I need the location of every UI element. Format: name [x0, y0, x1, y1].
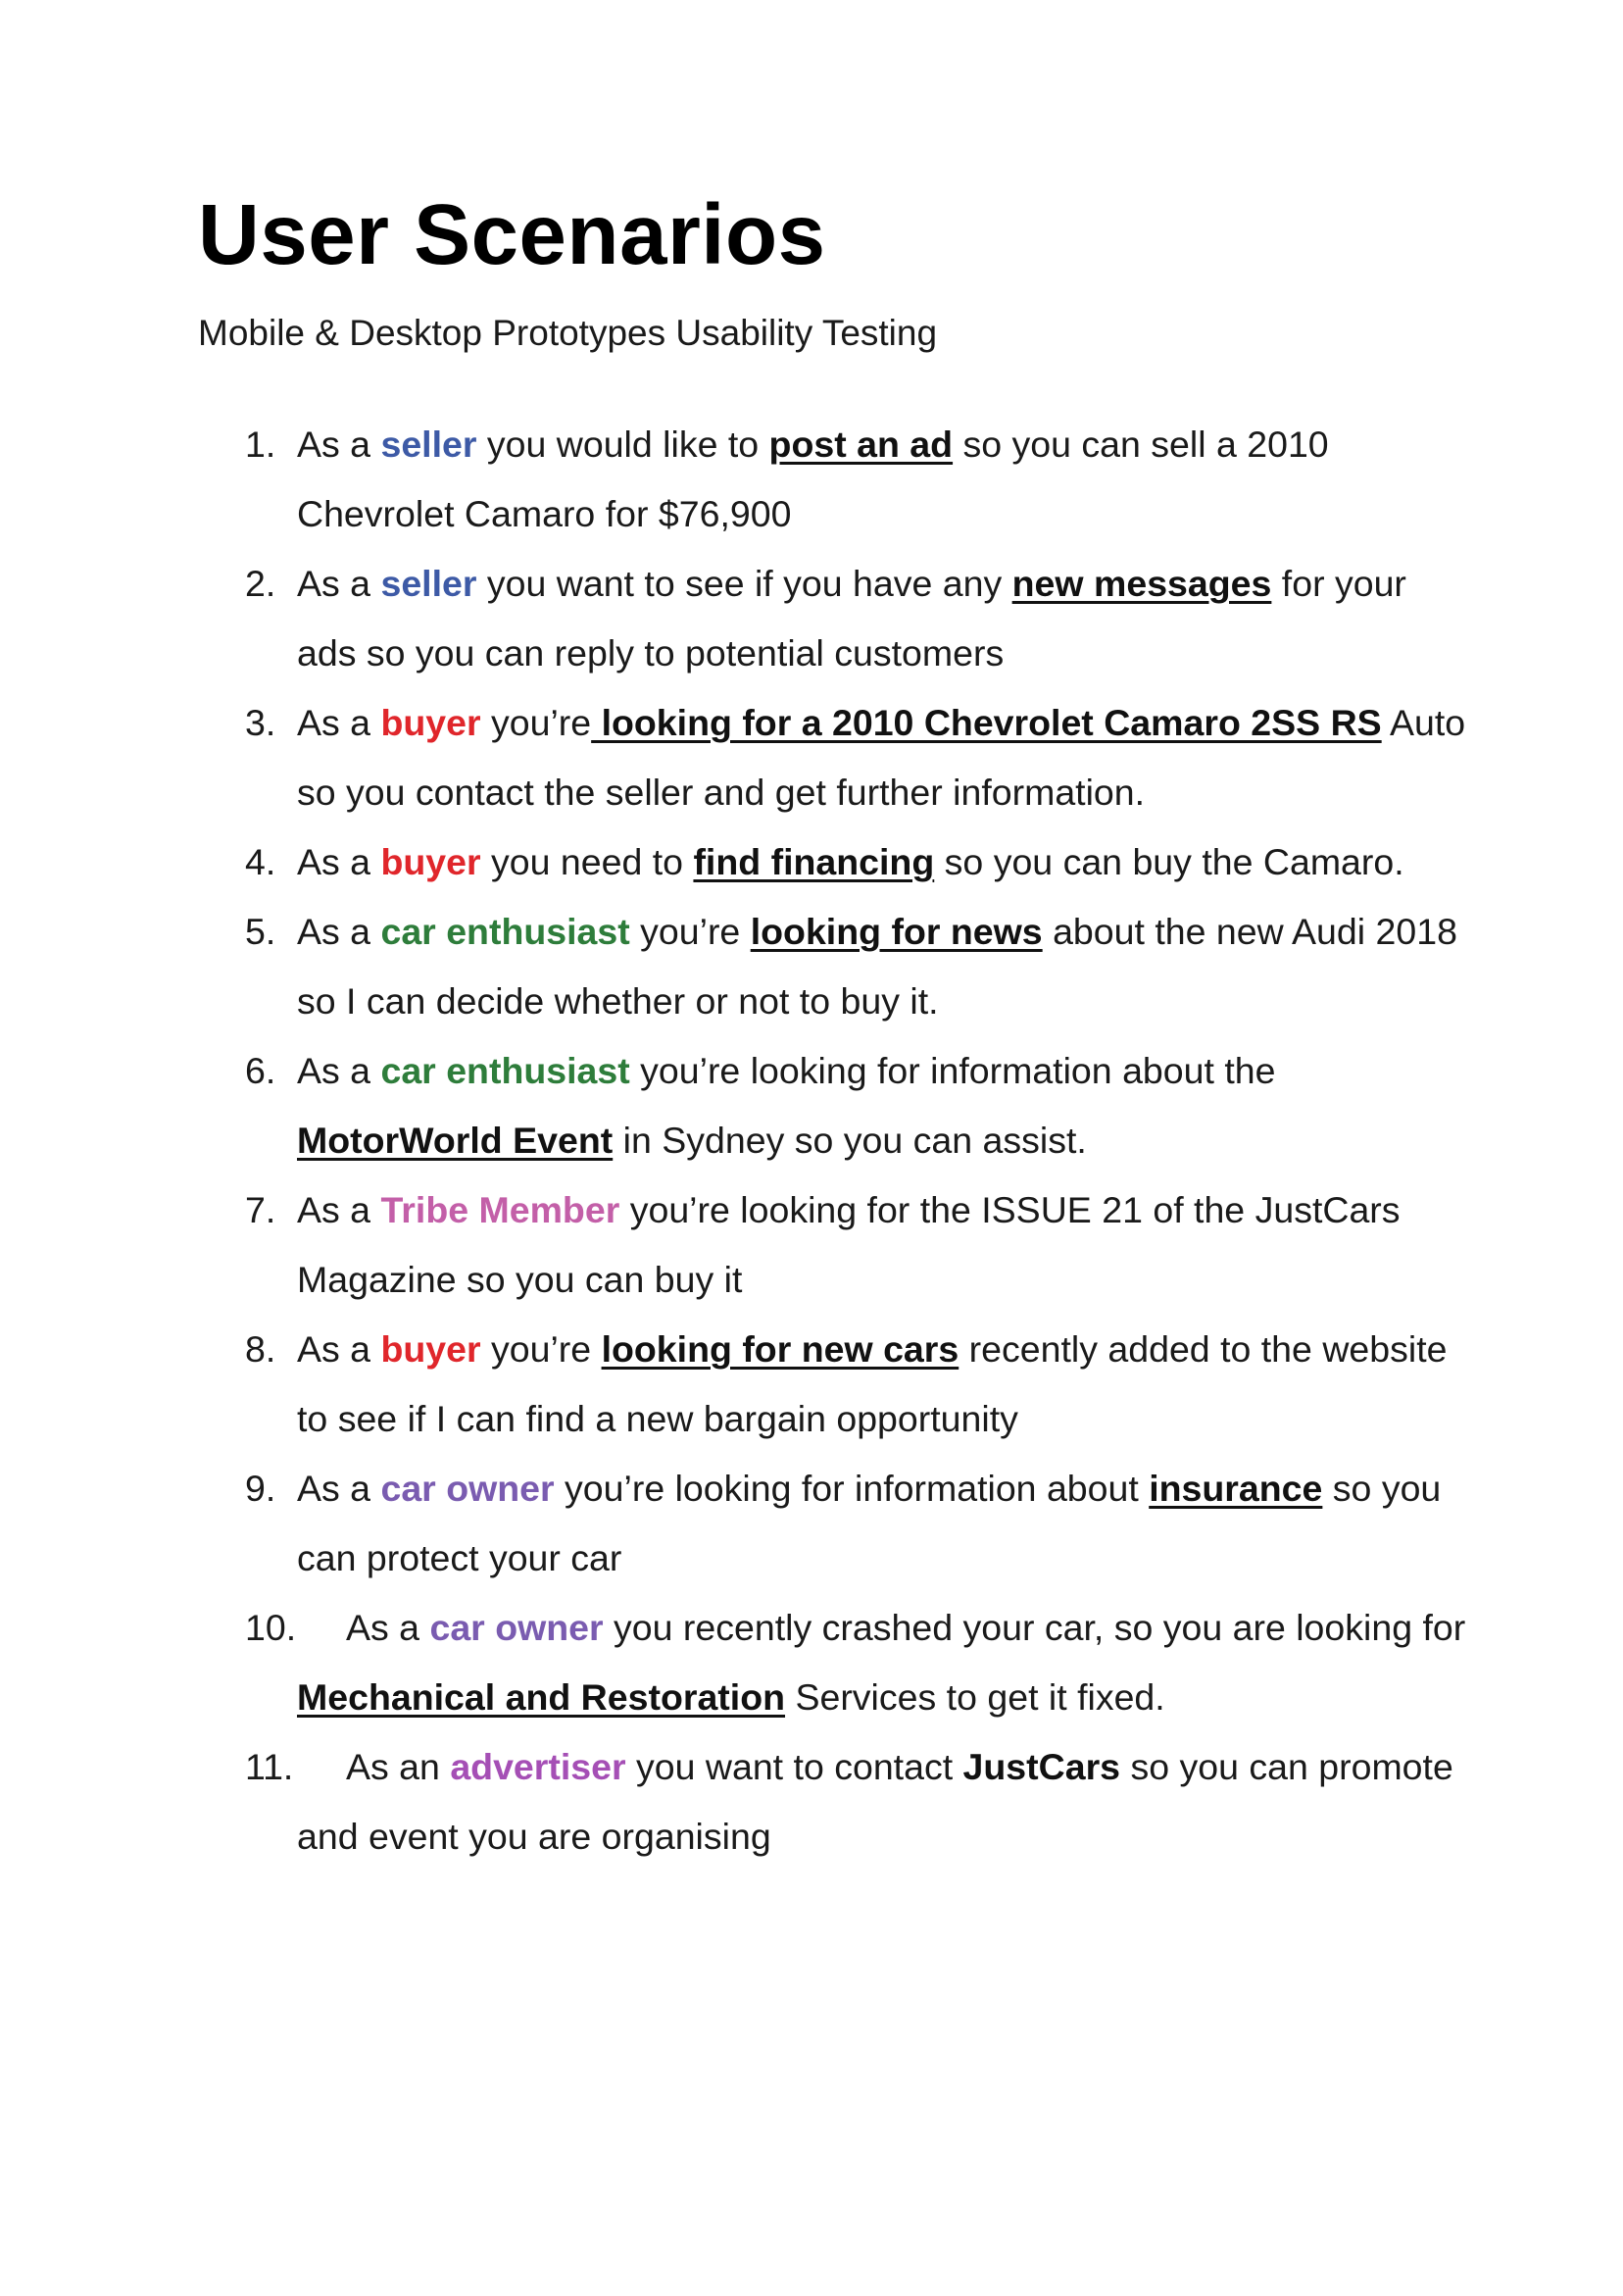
scenario-text: As a	[297, 841, 381, 882]
scenario-text: about the new Audi 2018 so I can decide whether or not to buy it.	[297, 911, 1457, 1022]
scenario-action: Mechanical and Restoration	[297, 1676, 786, 1718]
scenario-text: you would like to	[476, 424, 769, 465]
page-title: User Scenarios	[198, 187, 826, 282]
scenario-text: in Sydney so you can assist.	[613, 1120, 1087, 1161]
scenario-text: you need to	[480, 841, 694, 882]
scenario-text: you recently crashed your car, so you are looking for	[603, 1607, 1466, 1648]
scenario-text: As a	[297, 1050, 381, 1091]
scenario-text: Auto so you contact the seller and get further information.	[297, 702, 1466, 813]
scenario-text: As a	[297, 1189, 381, 1230]
scenario-action: looking for new cars	[601, 1328, 959, 1370]
scenario-text: you’re looking for the ISSUE 21 of the JustCars Magazine so you can buy it	[297, 1189, 1401, 1300]
scenario-number: 3.	[245, 702, 276, 743]
scenario-action: new messages	[1011, 563, 1272, 604]
scenario-text: so you can sell a 2010 Chevrolet Camaro for $76,900	[297, 424, 1329, 534]
scenario-text: you want to contact	[625, 1746, 963, 1787]
scenario-number: 1.	[245, 424, 276, 465]
scenario-action: looking for a 2010 Chevrolet Camaro 2SS RS	[591, 702, 1382, 743]
scenario-text: you’re looking for information about the	[629, 1050, 1276, 1091]
user-role: buyer	[380, 702, 481, 743]
scenario-action: looking for news	[750, 911, 1043, 952]
scenario-number: 2.	[245, 563, 276, 604]
scenario-text: Services to get it fixed.	[785, 1676, 1165, 1718]
scenario-text: you want to see if you have any	[476, 563, 1012, 604]
scenario-action: insurance	[1149, 1468, 1323, 1509]
scenario-text: As a	[297, 1468, 381, 1509]
scenario-text: you’re looking for information about	[554, 1468, 1150, 1509]
scenario-action: post an ad	[768, 424, 954, 465]
scenario-action: find financing	[693, 841, 935, 882]
scenario-list	[245, 410, 1470, 1872]
scenario-item	[245, 1315, 1470, 1454]
scenario-number: 8.	[245, 1328, 276, 1370]
user-role: advertiser	[450, 1746, 626, 1787]
user-role: car enthusiast	[380, 911, 630, 952]
scenario-item	[245, 1036, 1470, 1175]
brand-name: JustCars	[962, 1746, 1121, 1787]
scenario-item	[245, 688, 1470, 827]
scenario-number: 7.	[245, 1189, 276, 1230]
user-role: buyer	[380, 1328, 481, 1370]
scenario-number: 10.	[245, 1607, 297, 1648]
user-role: car owner	[429, 1607, 604, 1648]
scenario-item	[245, 549, 1470, 688]
scenario-item	[245, 827, 1470, 897]
scenario-number: 6.	[245, 1050, 276, 1091]
scenario-text: so you can buy the Camaro.	[934, 841, 1404, 882]
scenario-item	[245, 897, 1470, 1036]
scenario-text: As a	[346, 1607, 430, 1648]
page-subtitle: Mobile & Desktop Prototypes Usability Testing	[198, 313, 938, 353]
scenario-text: As a	[297, 911, 381, 952]
scenario-text: so you can protect your car	[297, 1468, 1442, 1578]
user-role: Tribe Member	[380, 1189, 620, 1230]
scenario-text: As a	[297, 702, 381, 743]
scenario-text: recently added to the website to see if I can find a new bargain opportunity	[297, 1328, 1448, 1439]
scenario-text: As a	[297, 563, 381, 604]
user-role: buyer	[380, 841, 481, 882]
scenario-item	[245, 1175, 1470, 1315]
scenario-number: 4.	[245, 841, 276, 882]
scenario-item	[245, 1732, 1470, 1872]
scenario-number: 11.	[245, 1746, 294, 1787]
scenario-text: you’re	[480, 1328, 602, 1370]
scenario-number: 9.	[245, 1468, 276, 1509]
user-role: car enthusiast	[380, 1050, 630, 1091]
scenario-text: As a	[297, 1328, 381, 1370]
scenario-item	[245, 410, 1470, 549]
user-role: seller	[380, 563, 477, 604]
scenario-number: 5.	[245, 911, 276, 952]
user-role: car owner	[380, 1468, 555, 1509]
scenario-text: you’re	[629, 911, 751, 952]
scenario-text: As an	[346, 1746, 451, 1787]
user-role: seller	[380, 424, 477, 465]
scenario-action: MotorWorld Event	[297, 1120, 614, 1161]
scenario-item	[245, 1454, 1470, 1593]
scenario-text: for your ads so you can reply to potential customers	[297, 563, 1406, 674]
scenario-text: As a	[297, 424, 381, 465]
scenario-item	[245, 1593, 1470, 1732]
scenario-text: so you can promote and event you are organising	[297, 1746, 1453, 1857]
scenario-text: you’re	[480, 702, 592, 743]
